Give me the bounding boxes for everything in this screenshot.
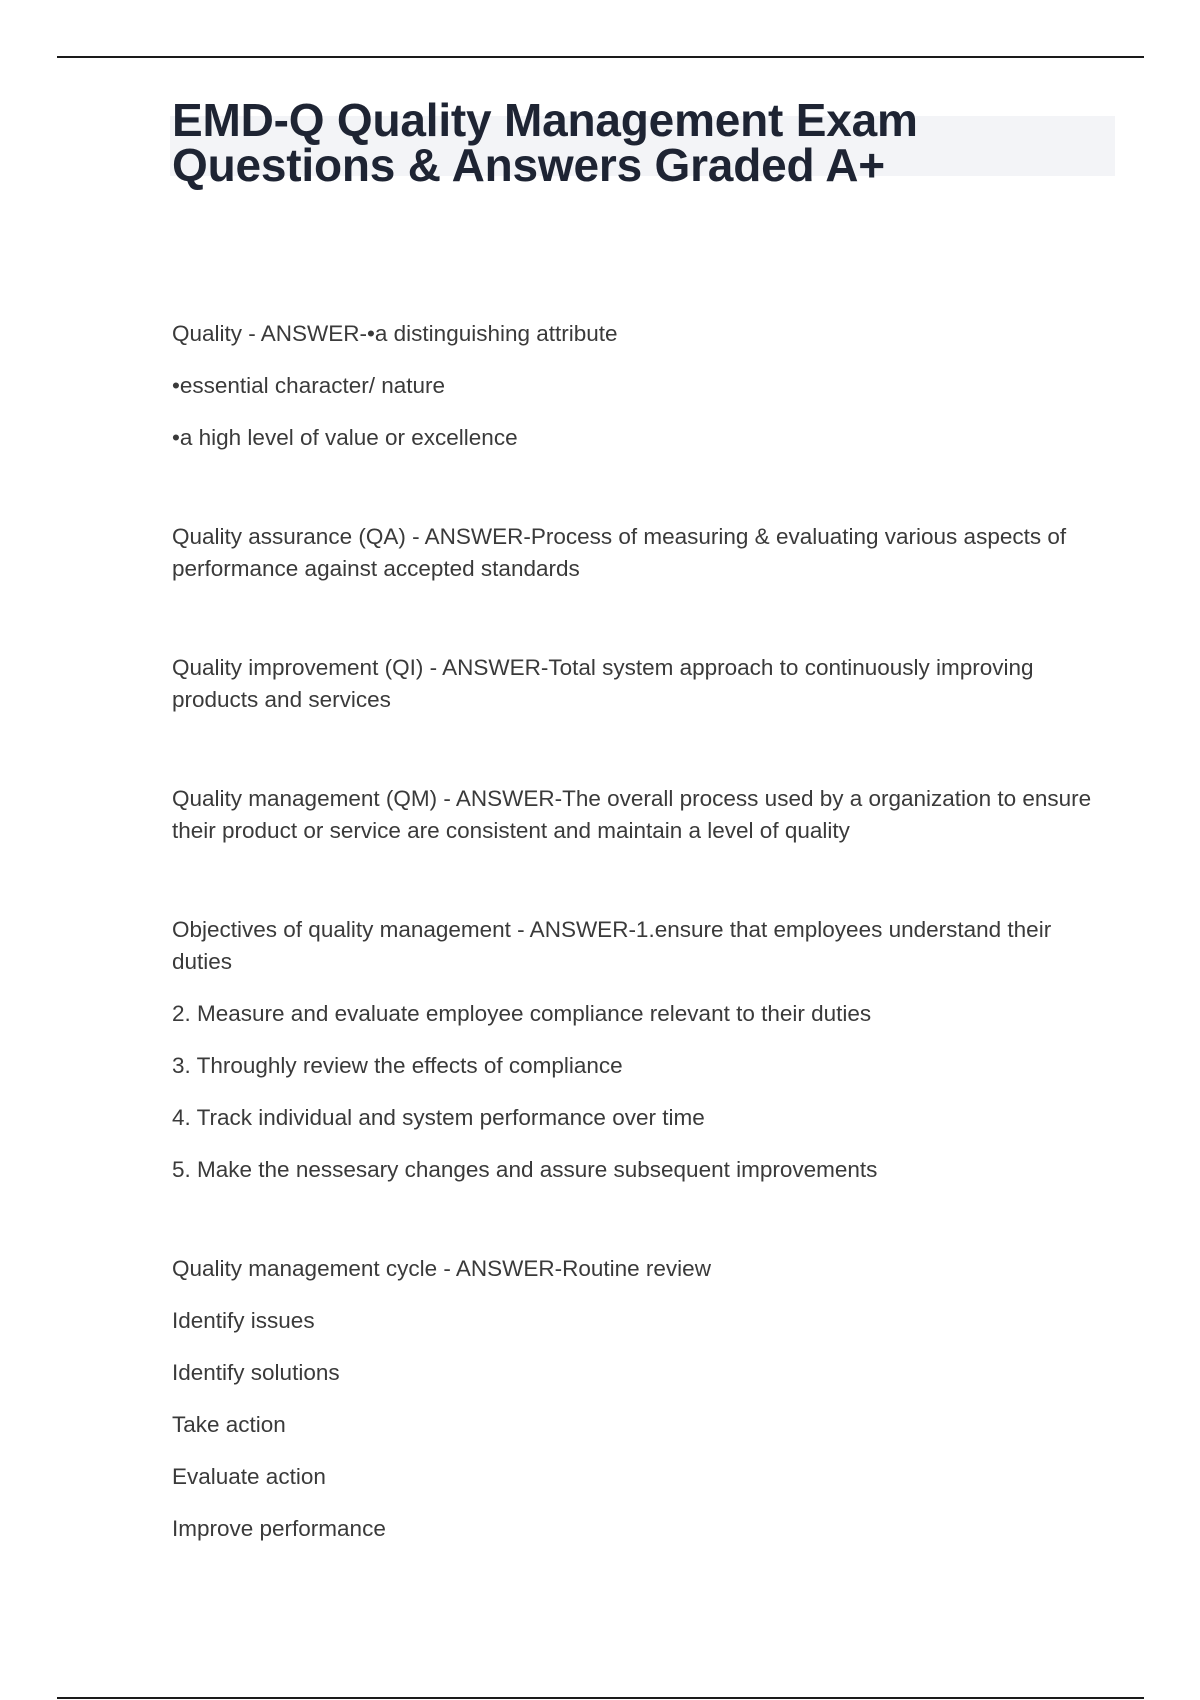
qa-text: Quality management cycle - ANSWER-Routine review	[172, 1256, 711, 1281]
title-line: EMD-Q Quality Management Exam	[172, 94, 918, 146]
page-title	[172, 94, 1132, 191]
qa-text: Identify solutions	[172, 1360, 340, 1385]
qa-entry-quality-management	[172, 783, 1117, 847]
top-divider	[57, 56, 1144, 58]
qa-text: 4. Track individual and system performance over time	[172, 1105, 705, 1130]
qa-text: 3. Throughly review the effects of compliance	[172, 1053, 623, 1078]
qa-text: Evaluate action	[172, 1464, 326, 1489]
bottom-divider	[57, 1697, 1144, 1699]
qa-entry-cycle	[172, 1253, 1117, 1545]
qa-entry-quality-assurance	[172, 521, 1117, 585]
qa-entry-objectives	[172, 914, 1117, 1186]
qa-text: Quality improvement (QI) - ANSWER-Total system approach to continuously improving products and services	[172, 655, 1034, 712]
qa-text: Quality - ANSWER-•a distinguishing attribute	[172, 321, 618, 346]
qa-text: Take action	[172, 1412, 286, 1437]
qa-entry-quality-improvement	[172, 652, 1117, 716]
qa-text: •essential character/ nature	[172, 373, 446, 398]
qa-text: •a high level of value or excellence	[172, 425, 518, 450]
qa-text: Quality assurance (QA) - ANSWER-Process of measuring & evaluating various aspects of performance against accepted standards	[172, 524, 1067, 581]
qa-entry-quality	[172, 318, 1117, 454]
qa-text: Quality management (QM) - ANSWER-The overall process used by a organization to ensure their product or service are consistent and maintain a level of quality	[172, 786, 1092, 843]
qa-text: Objectives of quality management - ANSWER-1.ensure that employees understand their duties	[172, 917, 1052, 974]
qa-text: Identify issues	[172, 1308, 315, 1333]
qa-text: Improve performance	[172, 1516, 386, 1541]
qa-text: 2. Measure and evaluate employee compliance relevant to their duties	[172, 1001, 872, 1026]
qa-list	[172, 318, 1117, 1612]
qa-text: 5. Make the nessesary changes and assure subsequent improvements	[172, 1157, 878, 1182]
title-line: Questions & Answers Graded A+	[172, 138, 885, 191]
